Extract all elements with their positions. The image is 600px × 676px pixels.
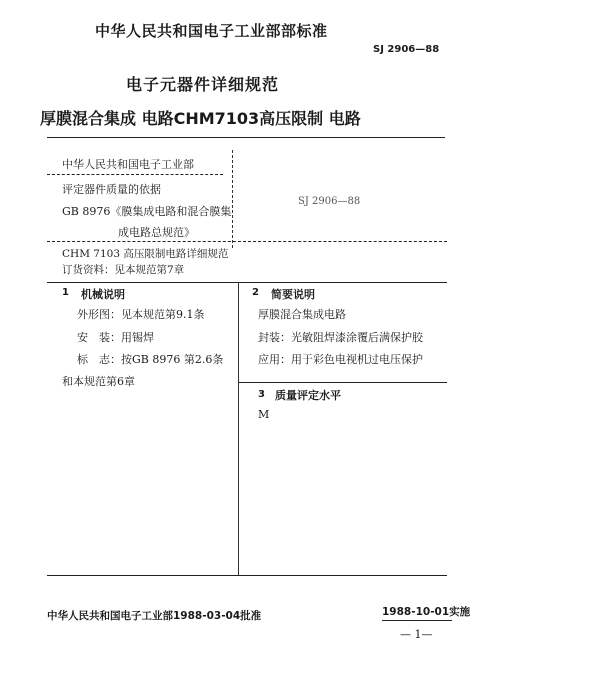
spec-code: SJ 2906—88: [298, 196, 361, 207]
frame-top-rule: [47, 137, 445, 138]
info-mid-rule: [47, 241, 447, 242]
section3-title: 质量评定水平: [275, 389, 341, 402]
quality-basis-label: 评定器件质量的依据: [62, 183, 161, 196]
section1-number: 1: [62, 287, 69, 298]
doc-title-line2: 厚膜混合集成 电路CHM7103高压限制 电路: [40, 109, 361, 128]
product-spec-title: CHM 7103 高压限制电路详细规范: [62, 248, 229, 260]
section1-title: 机械说明: [81, 288, 125, 301]
quality-level: M: [258, 408, 270, 421]
application: 应用：用于彩色电视机过电压保护: [258, 353, 423, 366]
org-name: 中华人民共和国电子工业部: [62, 158, 194, 171]
basis-standard: GB 8976《膜集成电路和混合膜集: [62, 205, 232, 218]
page-number: — 1—: [400, 628, 433, 641]
frame-bottom-rule: [47, 575, 447, 576]
section3-number: 3: [258, 389, 265, 400]
section3-rule: [239, 382, 447, 383]
order-info: 订货资料：见本规范第7章: [62, 264, 185, 276]
standard-code: SJ 2906—88: [373, 44, 440, 55]
column-divider: [238, 283, 239, 575]
section2-title: 简要说明: [271, 288, 315, 301]
footer-underline: [382, 620, 452, 621]
basis-standard-cont: 成电路总规范》: [118, 226, 195, 239]
section-top-rule: [47, 282, 447, 283]
effective-date: 1988-10-01实施: [382, 606, 471, 618]
approval-line: 中华人民共和国电子工业部1988-03-04批准: [47, 610, 262, 622]
marking: 标 志：按GB 8976 第2.6条: [77, 353, 224, 366]
circuit-type: 厚膜混合集成电路: [258, 308, 346, 321]
org-underline: [47, 174, 223, 175]
info-divider: [232, 150, 233, 248]
marking-cont: 和本规范第6章: [62, 375, 135, 388]
doc-title-line1: 电子元器件详细规范: [126, 75, 280, 94]
outline-drawing: 外形图：见本规范第9.1条: [77, 308, 205, 321]
mounting: 安 装：用锡焊: [77, 331, 154, 344]
package: 封装：光敏阻焊漆涂覆后满保护胶: [258, 331, 423, 344]
section2-number: 2: [252, 287, 259, 298]
issuer-heading: 中华人民共和国电子工业部部标准: [95, 22, 328, 40]
